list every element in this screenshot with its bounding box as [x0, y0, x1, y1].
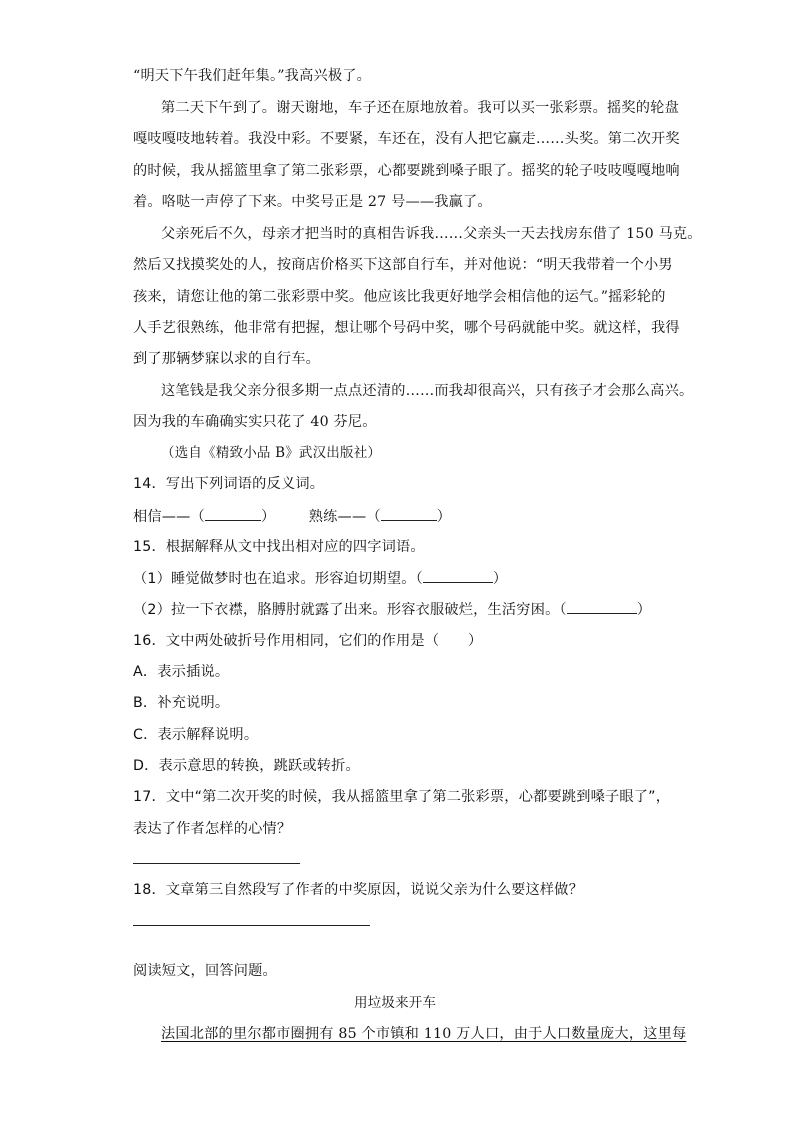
passage1-line-11: 这笔钱是我父亲分很多期一点点还清的……而我却很高兴，只有孩子才会那么高兴。 — [161, 383, 694, 399]
q15-sub2-blank[interactable] — [567, 599, 637, 614]
passage1-line-7: 然后又找摸奖处的人，按商店价格买下这部自行车，并对他说：“明天我带着一个小男 — [133, 257, 673, 273]
passage1-line-12: 因为我的车确确实实只花了 40 芬尼。 — [133, 414, 377, 430]
passage1-line-10: 到了那辆梦寐以求的自行车。 — [133, 351, 321, 367]
passage1-line-6: 父亲死后不久，母亲才把当时的真相告诉我……父亲头一天去找房东借了 150 马克。 — [161, 226, 702, 242]
q14-stem: 14．写出下列词语的反义词。 — [133, 476, 325, 492]
q15-sub2-text: （2）拉一下衣襟，胳膊肘就露了出来。形容衣服破烂，生活穷困。（ — [133, 602, 567, 618]
passage2-instruction: 阅读短文，回答问题。 — [133, 963, 277, 979]
q14-answers — [133, 506, 451, 527]
passage1-line-8: 孩来，请您让他的第二张彩票中奖。他应该比我更好地学会相信他的运气。”摇彩轮的 — [133, 289, 666, 305]
q16-option-c[interactable]: C．表示解释说明。 — [133, 727, 259, 743]
q18-answer-line[interactable] — [133, 925, 370, 926]
q16-option-b[interactable]: B．补充说明。 — [133, 695, 230, 711]
q15-sub1 — [133, 568, 507, 589]
q17-stem-line2: 表达了作者怎样的心情？ — [133, 821, 292, 837]
passage2-first-line: 法国北部的里尔都市圈拥有 85 个市镇和 110 万人口，由于人口数量庞大，这里每 — [161, 1026, 687, 1042]
q14-item2-close: ） — [436, 509, 452, 525]
q16-option-a[interactable]: A．表示插说。 — [133, 664, 230, 680]
passage1-line-2: 第二天下午到了。谢天谢地，车子还在原地放着。我可以买一张彩票。摇奖的轮盘 — [161, 100, 679, 116]
q16-stem: 16．文中两处破折号作用相同，它们的作用是（ ） — [133, 633, 483, 649]
q14-item1-label: 相信——（ — [133, 509, 205, 525]
q17-stem-line1: 17．文中“第二次开奖的时候，我从摇篮里拿了第二张彩票，心都要跳到嗓子眼了”， — [133, 789, 671, 805]
q15-sub1-text: （1）睡觉做梦时也在追求。形容迫切期望。（ — [133, 571, 423, 587]
passage2-title: 用垃圾来开车 — [354, 995, 437, 1011]
q15-sub2-close: ） — [636, 602, 652, 618]
q15-sub1-close: ） — [492, 571, 508, 587]
q14-item2-label: 熟练——（ — [308, 509, 381, 525]
q14-item2-blank[interactable] — [381, 506, 437, 521]
passage1-source: （选自《精致小品 B》武汉出版社） — [161, 445, 382, 461]
q14-item1-close: ） — [260, 509, 276, 525]
q14-item1-blank[interactable] — [205, 506, 261, 521]
passage1-line-4: 的时候，我从摇篮里拿了第二张彩票，心都要跳到嗓子眼了。摇奖的轮子吱吱嘎嘎地响 — [133, 163, 680, 179]
q17-answer-line[interactable] — [133, 863, 300, 864]
passage1-line-9: 人手艺很熟练，他非常有把握，想让哪个号码中奖，哪个号码就能中奖。就这样，我得 — [133, 320, 680, 336]
passage1-line-3: 嘎吱嘎吱地转着。我没中彩。不要紧，车还在，没有人把它赢走……头奖。第二次开奖 — [133, 131, 680, 147]
passage1-line-5: 着。咯哒一声停了下来。中奖号正是 27 号——我赢了。 — [133, 194, 492, 210]
q18-stem: 18．文章第三自然段写了作者的中奖原因，说说父亲为什么要这样做？ — [133, 882, 584, 898]
passage1-line-1: “明天下午我们赶年集。”我高兴极了。 — [133, 68, 372, 84]
q15-stem: 15．根据解释从文中找出相对应的四字词语。 — [133, 539, 425, 555]
q15-sub2 — [133, 599, 651, 620]
q16-option-d[interactable]: D．表示意思的转换，跳跃或转折。 — [133, 758, 360, 774]
q15-sub1-blank[interactable] — [423, 568, 493, 583]
